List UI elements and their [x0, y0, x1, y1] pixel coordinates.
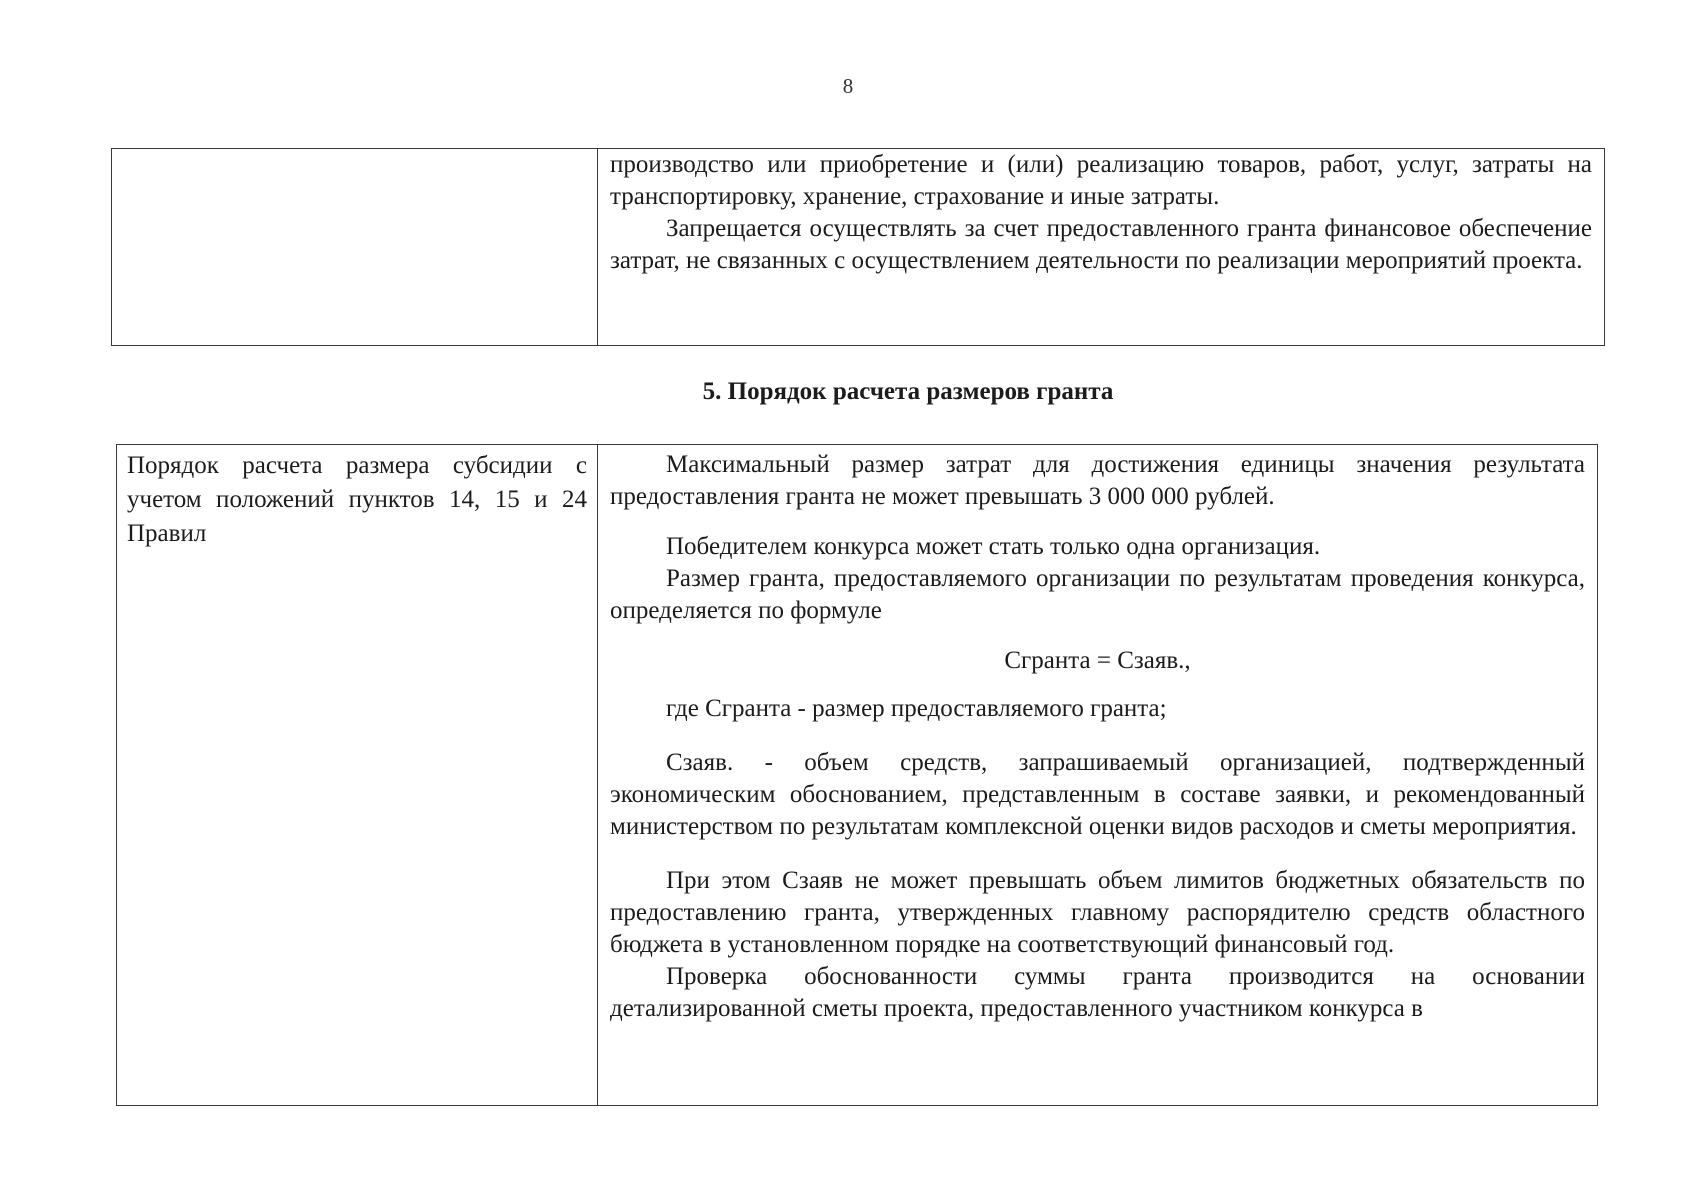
- table-bottom: [116, 444, 1598, 1106]
- paragraph: При этом Сзаяв не может превышать объем лимитов бюджетных обязательств по предоставлению гранта, утвержденных главному распорядителю средств областного бюджета в установленном порядке на соответствующий финансовый год.: [610, 867, 1585, 958]
- paragraph: Победителем конкурса может стать только одна организация.: [666, 533, 1321, 560]
- formula: Сгранта = Сзаяв.,: [1004, 647, 1191, 674]
- paragraph: Проверка обоснованности суммы гранта производится на основании детализированной сметы проекта, предоставленного участником конкурса в: [610, 963, 1585, 1022]
- table-top-right-cell: [598, 149, 1604, 345]
- table-top: [111, 148, 1605, 346]
- page-number: 8: [842, 74, 854, 98]
- paragraph: Запрещается осуществлять за счет предоставленного гранта финансовое обеспечение затрат, не связанных с осуществлением деятельности по реализации мероприятий проекта.: [610, 215, 1592, 274]
- section-heading: 5. Порядок расчета размеров гранта: [702, 378, 1114, 405]
- table-bottom-right-cell: [598, 445, 1597, 1105]
- table-top-left-cell: [112, 149, 598, 345]
- paragraph: Размер гранта, предоставляемого организации по результатам проведения конкурса, определяется по формуле: [610, 565, 1585, 624]
- table-bottom-left-cell: Порядок расчета размера субсидии с учетом положений пунктов 14, 15 и 24 Правил: [117, 445, 598, 1105]
- paragraph: производство или приобретение и (или) реализацию товаров, работ, услуг, затраты на транспортировку, хранение, страхование и иные затраты.: [610, 151, 1592, 210]
- paragraph: Максимальный размер затрат для достижения единицы значения результата предоставления гранта не может превышать 3 000 000 рублей.: [610, 451, 1585, 510]
- paragraph: Сзаяв. - объем средств, запрашиваемый организацией, подтвержденный экономическим обоснованием, представленным в составе заявки, и рекомендованный министерством по результатам комплексной оценки видов расходов и сметы мероприятия.: [610, 749, 1585, 840]
- paragraph: где Сгранта - размер предоставляемого гранта;: [666, 695, 1167, 722]
